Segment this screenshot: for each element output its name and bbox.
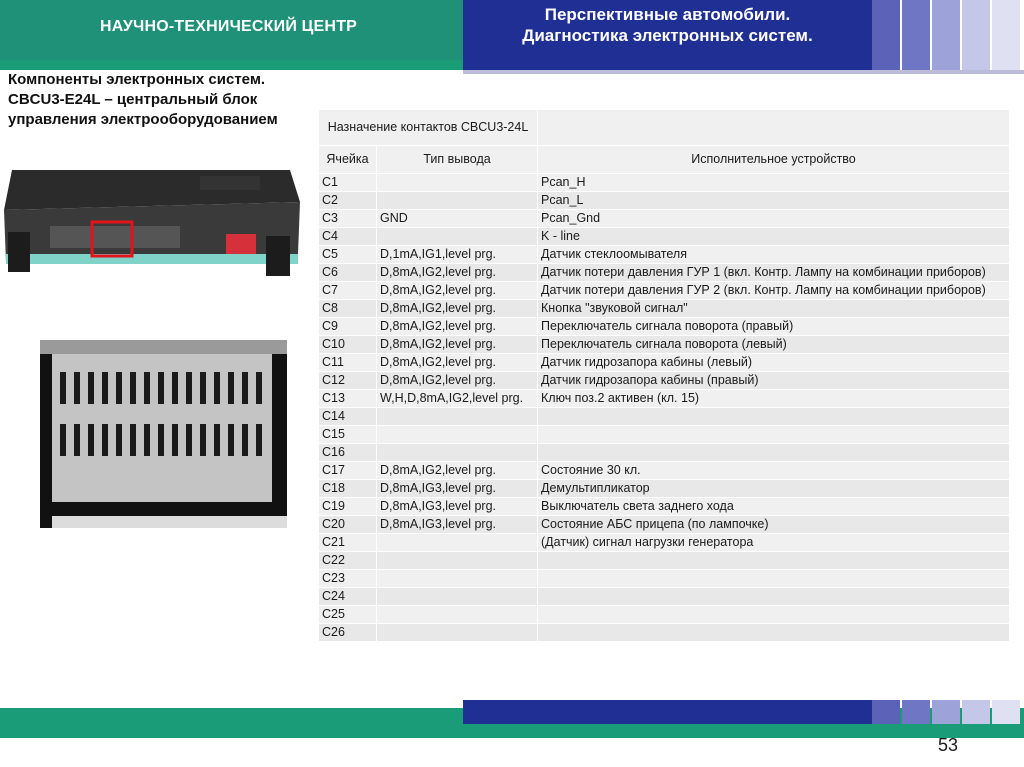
pin-type-cell	[377, 570, 538, 588]
device-cell	[538, 606, 1010, 624]
pin-type-cell: D,8mA,IG2,level prg.	[377, 462, 538, 480]
header-square-1	[872, 0, 900, 70]
header-cell: Ячейка	[319, 146, 377, 174]
header-pin-type: Тип вывода	[377, 146, 538, 174]
pin-type-cell	[377, 534, 538, 552]
device-cell: Состояние АБС прицепа (по лампочке)	[538, 516, 1010, 534]
device-cell	[538, 552, 1010, 570]
header-square-4	[962, 0, 990, 70]
device-cell	[538, 426, 1010, 444]
pin-type-cell: D,8mA,IG2,level prg.	[377, 354, 538, 372]
device-cell: Датчик потери давления ГУР 1 (вкл. Контр. Лампу на комбинации приборов)	[538, 264, 1010, 282]
pin-type-cell	[377, 624, 538, 642]
device-cell: Переключатель сигнала поворота (правый)	[538, 318, 1010, 336]
pin-cell: C9	[319, 318, 377, 336]
table-title-row	[319, 110, 1010, 146]
pin-cell: C22	[319, 552, 377, 570]
pin-type-cell: GND	[377, 210, 538, 228]
pin-cell: C24	[319, 588, 377, 606]
footer-square-2	[902, 700, 930, 724]
pin-type-cell: D,8mA,IG3,level prg.	[377, 498, 538, 516]
pin-type-cell: D,8mA,IG2,level prg.	[377, 372, 538, 390]
pin-type-cell	[377, 444, 538, 462]
pin-type-cell	[377, 192, 538, 210]
device-cell: Состояние 30 кл.	[538, 462, 1010, 480]
table-row	[319, 516, 1010, 534]
table-row	[319, 318, 1010, 336]
pin-type-cell	[377, 588, 538, 606]
slide-title-line1: Перспективные автомобили.	[544, 5, 791, 24]
pin-type-cell: W,H,D,8mA,IG2,level prg.	[377, 390, 538, 408]
pin-cell: C10	[319, 336, 377, 354]
device-cell: Pcan_Gnd	[538, 210, 1010, 228]
pin-type-cell: D,8mA,IG3,level prg.	[377, 480, 538, 498]
pin-cell: C15	[319, 426, 377, 444]
device-cell: K - line	[538, 228, 1010, 246]
table-row	[319, 444, 1010, 462]
table-row	[319, 354, 1010, 372]
table-row	[319, 372, 1010, 390]
table-row	[319, 300, 1010, 318]
pin-cell: C3	[319, 210, 377, 228]
table-row	[319, 624, 1010, 642]
header-square-5	[992, 0, 1020, 70]
pin-type-cell	[377, 426, 538, 444]
pin-cell: C14	[319, 408, 377, 426]
pin-cell: C17	[319, 462, 377, 480]
caption-line3: управления электрооборудованием	[8, 111, 278, 128]
device-cell: Датчик гидрозапора кабины (правый)	[538, 372, 1010, 390]
slide-title	[463, 4, 872, 46]
slide-title-line2: Диагностика электронных систем.	[522, 26, 813, 45]
table-title-empty	[538, 110, 1010, 146]
device-cell: Pcan_H	[538, 174, 1010, 192]
device-cell: Датчик гидрозапора кабины (левый)	[538, 354, 1010, 372]
table-row	[319, 246, 1010, 264]
device-cell	[538, 444, 1010, 462]
device-cell: Кнопка "звуковой сигнал"	[538, 300, 1010, 318]
pin-cell: C26	[319, 624, 377, 642]
section-caption	[8, 70, 338, 130]
pin-type-cell	[377, 408, 538, 426]
table-row	[319, 498, 1010, 516]
caption-line2: CBCU3-E24L – центральный блок	[8, 91, 258, 108]
device-cell: Pcan_L	[538, 192, 1010, 210]
pin-cell: C19	[319, 498, 377, 516]
pin-type-cell: D,8mA,IG3,level prg.	[377, 516, 538, 534]
device-cell: Датчик стеклоомывателя	[538, 246, 1010, 264]
table-row	[319, 336, 1010, 354]
device-cell: Переключатель сигнала поворота (левый)	[538, 336, 1010, 354]
device-cell	[538, 570, 1010, 588]
table-row	[319, 228, 1010, 246]
table-row	[319, 282, 1010, 300]
pin-cell: C2	[319, 192, 377, 210]
table-row	[319, 390, 1010, 408]
pin-type-cell	[377, 174, 538, 192]
header-device: Исполнительное устройство	[538, 146, 1010, 174]
table-row	[319, 192, 1010, 210]
pin-cell: C4	[319, 228, 377, 246]
device-cell	[538, 624, 1010, 642]
table-row	[319, 462, 1010, 480]
header-divider	[463, 70, 1024, 74]
table-row	[319, 426, 1010, 444]
pin-cell: C23	[319, 570, 377, 588]
pin-type-cell	[377, 552, 538, 570]
pin-cell: C25	[319, 606, 377, 624]
table-header-row	[319, 146, 1010, 174]
pin-cell: C18	[319, 480, 377, 498]
footer-square-1	[872, 700, 900, 724]
pin-type-cell: D,8mA,IG2,level prg.	[377, 300, 538, 318]
footer-blue-band	[463, 700, 872, 724]
header-square-2	[902, 0, 930, 70]
pin-cell: C12	[319, 372, 377, 390]
table-row	[319, 210, 1010, 228]
page-number: 53	[938, 735, 959, 755]
pin-cell: C21	[319, 534, 377, 552]
footer-square-5	[992, 700, 1020, 724]
pin-cell: C8	[319, 300, 377, 318]
pin-cell: C13	[319, 390, 377, 408]
pin-cell: C5	[319, 246, 377, 264]
table-row	[319, 552, 1010, 570]
pin-cell: C7	[319, 282, 377, 300]
control-unit-image	[0, 162, 300, 288]
pin-type-cell: D,8mA,IG2,level prg.	[377, 318, 538, 336]
pin-type-cell	[377, 606, 538, 624]
table-row	[319, 408, 1010, 426]
table-row	[319, 570, 1010, 588]
pin-assignment-table	[318, 109, 1010, 642]
device-cell	[538, 408, 1010, 426]
pin-type-cell	[377, 228, 538, 246]
pin-cell: C1	[319, 174, 377, 192]
pin-type-cell: D,1mA,IG1,level prg.	[377, 246, 538, 264]
device-cell	[538, 588, 1010, 606]
footer-square-3	[932, 700, 960, 724]
pin-cell: C16	[319, 444, 377, 462]
pin-type-cell: D,8mA,IG2,level prg.	[377, 264, 538, 282]
pin-type-cell: D,8mA,IG2,level prg.	[377, 282, 538, 300]
pin-cell: C20	[319, 516, 377, 534]
table-row	[319, 606, 1010, 624]
table-row	[319, 174, 1010, 192]
table-title: Назначение контактов CBCU3-24L	[319, 110, 538, 146]
device-cell: Ключ поз.2 активен (кл. 15)	[538, 390, 1010, 408]
footer-square-4	[962, 700, 990, 724]
organization-title: НАУЧНО-ТЕХНИЧЕСКИЙ ЦЕНТР	[100, 18, 358, 35]
pin-cell: C6	[319, 264, 377, 282]
connector-image	[40, 340, 287, 528]
device-cell: Выключатель света заднего хода	[538, 498, 1010, 516]
pin-type-cell: D,8mA,IG2,level prg.	[377, 336, 538, 354]
header-square-3	[932, 0, 960, 70]
table-row	[319, 480, 1010, 498]
table-row	[319, 588, 1010, 606]
device-cell: Демультипликатор	[538, 480, 1010, 498]
table-row	[319, 264, 1010, 282]
table-row	[319, 534, 1010, 552]
caption-line1: Компоненты электронных систем.	[8, 71, 266, 88]
pin-cell: C11	[319, 354, 377, 372]
device-cell: (Датчик) сигнал нагрузки генератора	[538, 534, 1010, 552]
device-cell: Датчик потери давления ГУР 2 (вкл. Контр. Лампу на комбинации приборов)	[538, 282, 1010, 300]
